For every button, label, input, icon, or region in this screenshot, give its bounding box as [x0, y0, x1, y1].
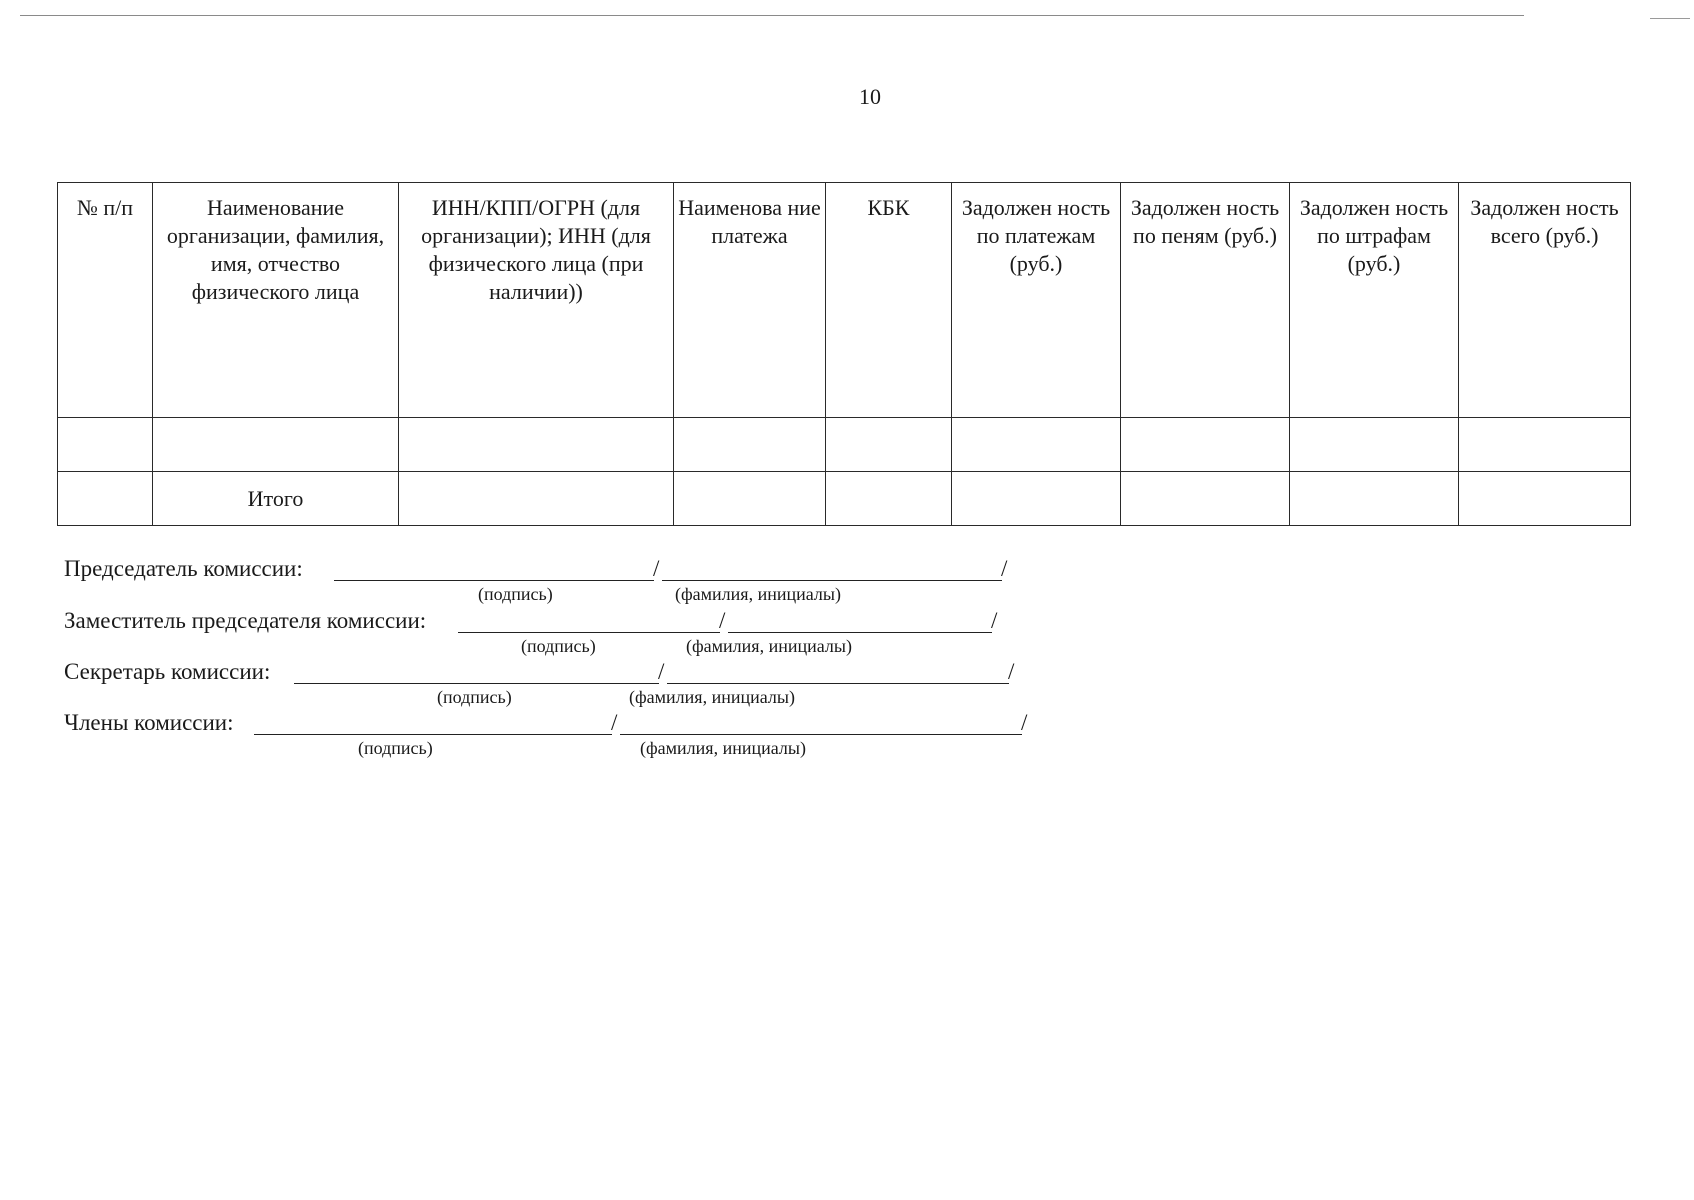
col-header-number: № п/п: [58, 183, 153, 418]
name-line[interactable]: [728, 632, 992, 633]
slash-separator: /: [658, 659, 665, 684]
table-cell: [58, 472, 153, 526]
signature-caption: (подпись): [358, 738, 433, 758]
table-cell: [674, 418, 826, 472]
table-cell: [153, 418, 399, 472]
table-cell: [826, 418, 952, 472]
table-cell: [1121, 418, 1290, 472]
col-header-debt-penalties: Задолжен ность по пеням (руб.): [1121, 183, 1290, 418]
slash-separator: /: [1001, 556, 1008, 581]
name-caption: (фамилия, инициалы): [629, 687, 795, 707]
table-cell: [1290, 472, 1459, 526]
col-header-debt-fines: Задолжен ность по штрафам (руб.): [1290, 183, 1459, 418]
table-header-row: [58, 183, 1631, 418]
slash-separator: /: [719, 608, 726, 633]
col-header-name: Наименование организации, фамилия, имя, отчество физического лица: [153, 183, 399, 418]
signature-line[interactable]: [458, 632, 720, 633]
slash-separator: /: [1021, 710, 1028, 735]
col-header-debt-payments: Задолжен ность по платежам (руб.): [952, 183, 1121, 418]
slash-separator: /: [1008, 659, 1015, 684]
signature-title: Председатель комиссии:: [64, 556, 303, 581]
col-header-inn: ИНН/КПП/ОГРН (для организации); ИНН (для физического лица (при наличии)): [399, 183, 674, 418]
page-number: 10: [859, 84, 881, 109]
table-cell: [826, 472, 952, 526]
signature-line[interactable]: [254, 734, 612, 735]
name-caption: (фамилия, инициалы): [640, 738, 806, 758]
table-cell: [1459, 418, 1631, 472]
table-cell: [674, 472, 826, 526]
table-cell: [952, 418, 1121, 472]
signature-secretary: [64, 659, 1015, 711]
top-divider-right: [1650, 18, 1690, 19]
col-header-payment: Наименова ние платежа: [674, 183, 826, 418]
col-header-debt-total: Задолжен ность всего (руб.): [1459, 183, 1631, 418]
slash-separator: /: [991, 608, 998, 633]
name-caption: (фамилия, инициалы): [675, 584, 841, 604]
name-line[interactable]: [620, 734, 1022, 735]
col-header-kbk: КБК: [826, 183, 952, 418]
table-cell: [1121, 472, 1290, 526]
table-cell: [952, 472, 1121, 526]
signature-deputy-chairman: [64, 608, 998, 660]
table-cell: [58, 418, 153, 472]
slash-separator: /: [611, 710, 618, 735]
signature-title: Члены комиссии:: [64, 710, 234, 735]
table-cell: [399, 472, 674, 526]
table-row-total: [58, 472, 1631, 526]
total-label: Итого: [153, 472, 399, 526]
signature-chairman: [64, 556, 1008, 608]
signature-title: Заместитель председателя комиссии:: [64, 608, 427, 633]
signature-caption: (подпись): [521, 636, 596, 656]
table-cell: [1290, 418, 1459, 472]
debt-table: [57, 182, 1631, 526]
name-line[interactable]: [662, 580, 1002, 581]
table-row: [58, 418, 1631, 472]
signature-caption: (подпись): [437, 687, 512, 707]
slash-separator: /: [653, 556, 660, 581]
signature-title: Секретарь комиссии:: [64, 659, 271, 684]
table-cell: [1459, 472, 1631, 526]
signature-line[interactable]: [294, 683, 659, 684]
name-line[interactable]: [667, 683, 1009, 684]
top-divider: [20, 15, 1524, 16]
signature-line[interactable]: [334, 580, 654, 581]
signature-caption: (подпись): [478, 584, 553, 604]
table-cell: [399, 418, 674, 472]
signature-members: [64, 710, 1028, 762]
name-caption: (фамилия, инициалы): [686, 636, 852, 656]
